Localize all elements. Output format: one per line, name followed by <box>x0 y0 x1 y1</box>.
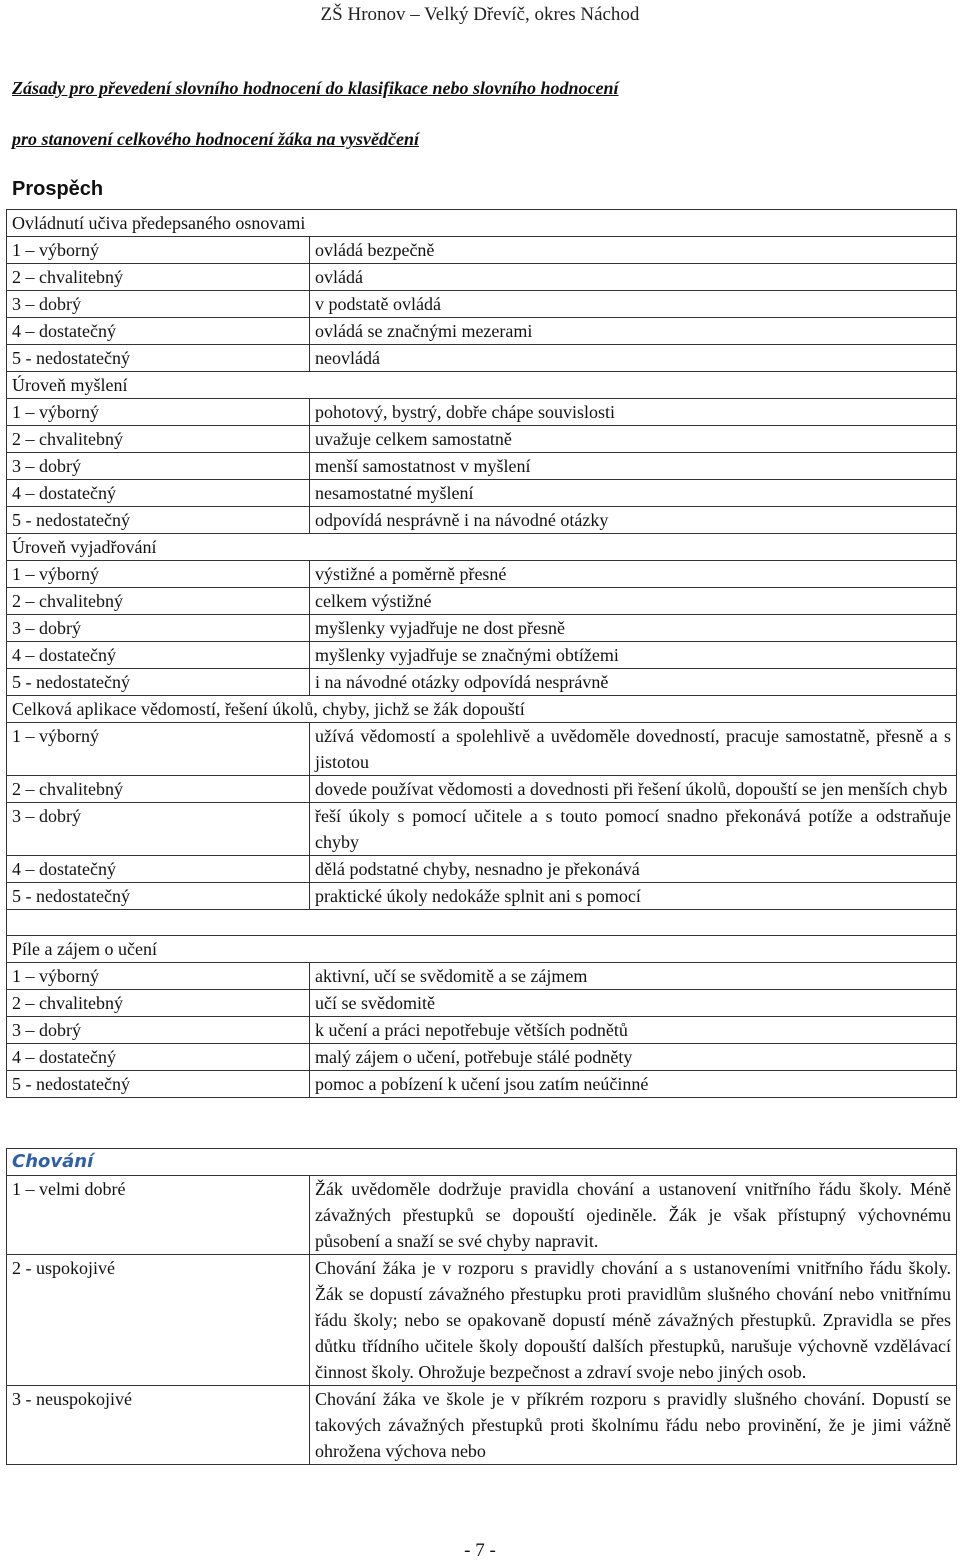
grade-label: 3 – dobrý <box>7 453 310 480</box>
grade-label: 4 – dostatečný <box>7 1044 310 1071</box>
behavior-grade: 1 – velmi dobré <box>7 1176 310 1255</box>
behavior-description: Chování žáka ve škole je v příkrém rozporu s pravidly slušného chování. Dopustí se takových závažných přestupků proti školnímu řádu nebo provinění, že je jimi vážně ohrožena výchova nebo <box>310 1386 957 1465</box>
grade-label: 2 – chvalitebný <box>7 264 310 291</box>
behavior-row <box>7 1176 957 1255</box>
grade-description: neovládá <box>310 345 957 372</box>
grade-row <box>7 963 957 990</box>
grade-description: ovládá <box>310 264 957 291</box>
document-heading-line2: pro stanovení celkového hodnocení žáka na vysvědčení <box>12 129 419 149</box>
grade-row <box>7 803 957 856</box>
grade-row <box>7 990 957 1017</box>
grade-description: i na návodné otázky odpovídá nesprávně <box>310 669 957 696</box>
grade-description: ovládá se značnými mezerami <box>310 318 957 345</box>
grade-row <box>7 399 957 426</box>
grade-description: ovládá bezpečně <box>310 237 957 264</box>
grade-row <box>7 480 957 507</box>
grade-description: praktické úkoly nedokáže splnit ani s pomocí <box>310 883 957 910</box>
grade-description: uvažuje celkem samostatně <box>310 426 957 453</box>
grade-description: myšlenky vyjadřuje ne dost přesně <box>310 615 957 642</box>
grade-label: 2 – chvalitebný <box>7 990 310 1017</box>
grade-row <box>7 615 957 642</box>
grade-label: 5 - nedostatečný <box>7 345 310 372</box>
grade-row <box>7 1071 957 1098</box>
section-title-row <box>7 210 957 237</box>
grade-description: odpovídá nesprávně i na návodné otázky <box>310 507 957 534</box>
grade-row <box>7 588 957 615</box>
grade-label: 3 – dobrý <box>7 803 310 856</box>
grade-label: 1 – výborný <box>7 963 310 990</box>
grade-label: 4 – dostatečný <box>7 318 310 345</box>
grade-description: celkem výstižné <box>310 588 957 615</box>
grade-row <box>7 507 957 534</box>
grade-label: 5 - nedostatečný <box>7 669 310 696</box>
page-number: - 7 - <box>464 1540 496 1561</box>
grade-description: pohotový, bystrý, dobře chápe souvislosti <box>310 399 957 426</box>
grade-label: 4 – dostatečný <box>7 856 310 883</box>
section-title: Úroveň vyjadřování <box>7 534 957 561</box>
grade-description: učí se svědomitě <box>310 990 957 1017</box>
grade-label: 3 – dobrý <box>7 291 310 318</box>
grade-description: nesamostatné myšlení <box>310 480 957 507</box>
grade-row <box>7 642 957 669</box>
grade-row <box>7 291 957 318</box>
grade-description: myšlenky vyjadřuje se značnými obtížemi <box>310 642 957 669</box>
grade-label: 4 – dostatečný <box>7 480 310 507</box>
section-title: Píle a zájem o učení <box>7 936 957 963</box>
grade-label: 2 – chvalitebný <box>7 588 310 615</box>
section-title-row <box>7 372 957 399</box>
grade-label: 3 – dobrý <box>7 1017 310 1044</box>
grade-row <box>7 856 957 883</box>
section-gap-row <box>7 910 957 936</box>
grade-description: aktivní, učí se svědomitě a se zájmem <box>310 963 957 990</box>
grade-description: řeší úkoly s pomocí učitele a s touto pomocí snadno překonává potíže a odstraňuje chyby <box>310 803 957 856</box>
document-heading-line1: Zásady pro převedení slovního hodnocení do klasifikace nebo slovního hodnocení <box>12 78 619 98</box>
grade-label: 5 - nedostatečný <box>7 507 310 534</box>
grade-row <box>7 883 957 910</box>
grade-row <box>7 561 957 588</box>
prospech-table <box>6 209 957 1098</box>
section-title: Úroveň myšlení <box>7 372 957 399</box>
grade-label: 1 – výborný <box>7 399 310 426</box>
grade-description: menší samostatnost v myšlení <box>310 453 957 480</box>
grade-description: pomoc a pobízení k učení jsou zatím neúčinné <box>310 1071 957 1098</box>
grade-label: 3 – dobrý <box>7 615 310 642</box>
grade-label: 4 – dostatečný <box>7 642 310 669</box>
section-title-row <box>7 936 957 963</box>
section-title: Ovládnutí učiva předepsaného osnovami <box>7 210 957 237</box>
grade-description: dělá podstatné chyby, nesnadno je překonává <box>310 856 957 883</box>
behavior-row <box>7 1255 957 1386</box>
grade-description: užívá vědomostí a spolehlivě a uvědoměle dovedností, pracuje samostatně, přesně a s jistotou <box>310 723 957 776</box>
section-gap-cell <box>7 910 957 936</box>
grade-row <box>7 453 957 480</box>
grade-row <box>7 345 957 372</box>
grade-row <box>7 237 957 264</box>
chovani-title-row <box>7 1149 957 1176</box>
grade-row <box>7 426 957 453</box>
grade-row <box>7 723 957 776</box>
grade-row <box>7 669 957 696</box>
chovani-table <box>6 1148 957 1465</box>
grade-label: 5 - nedostatečný <box>7 1071 310 1098</box>
grade-description: malý zájem o učení, potřebuje stálé podněty <box>310 1044 957 1071</box>
behavior-description: Chování žáka je v rozporu s pravidly chování a s ustanoveními vnitřního řádu školy. Žák se dopustí závažného přestupku proti pravidlům slušného chování nebo vnitřnímu řádu školy; nebo se opakovaně dopustí méně závažných přestupků. Zpravidla se přes důtku třídního učitele školy dopouští dalších přestupků, narušuje výchovně vzdělávací činnost školy. Ohrožuje bezpečnost a zdraví svoje nebo jiných osob. <box>310 1255 957 1386</box>
chovani-title: Chování <box>7 1149 957 1176</box>
grade-row <box>7 776 957 803</box>
grade-description: k učení a práci nepotřebuje větších podnětů <box>310 1017 957 1044</box>
section-title-row <box>7 534 957 561</box>
grade-label: 1 – výborný <box>7 561 310 588</box>
grade-description: výstižné a poměrně přesné <box>310 561 957 588</box>
grade-label: 1 – výborný <box>7 237 310 264</box>
section-title-row <box>7 696 957 723</box>
grade-row <box>7 1017 957 1044</box>
behavior-grade: 3 - neuspokojivé <box>7 1386 310 1465</box>
grade-description: dovede používat vědomosti a dovednosti při řešení úkolů, dopouští se jen menších chyb <box>310 776 957 803</box>
grade-row <box>7 264 957 291</box>
behavior-row <box>7 1386 957 1465</box>
behavior-grade: 2 - uspokojivé <box>7 1255 310 1386</box>
grade-label: 2 – chvalitebný <box>7 776 310 803</box>
grade-label: 2 – chvalitebný <box>7 426 310 453</box>
grade-row <box>7 318 957 345</box>
grade-description: v podstatě ovládá <box>310 291 957 318</box>
grade-label: 1 – výborný <box>7 723 310 776</box>
grade-label: 5 - nedostatečný <box>7 883 310 910</box>
section-title: Celková aplikace vědomostí, řešení úkolů, chyby, jichž se žák dopouští <box>7 696 957 723</box>
behavior-description: Žák uvědoměle dodržuje pravidla chování a ustanovení vnitřního řádu školy. Méně závažných přestupků se dopouští ojediněle. Žák je však přístupný výchovnému působení a snaží se své chyby napravit. <box>310 1176 957 1255</box>
prospech-title: Prospěch <box>12 178 104 200</box>
grade-row <box>7 1044 957 1071</box>
page-header: ZŠ Hronov – Velký Dřevíč, okres Náchod <box>320 4 640 25</box>
